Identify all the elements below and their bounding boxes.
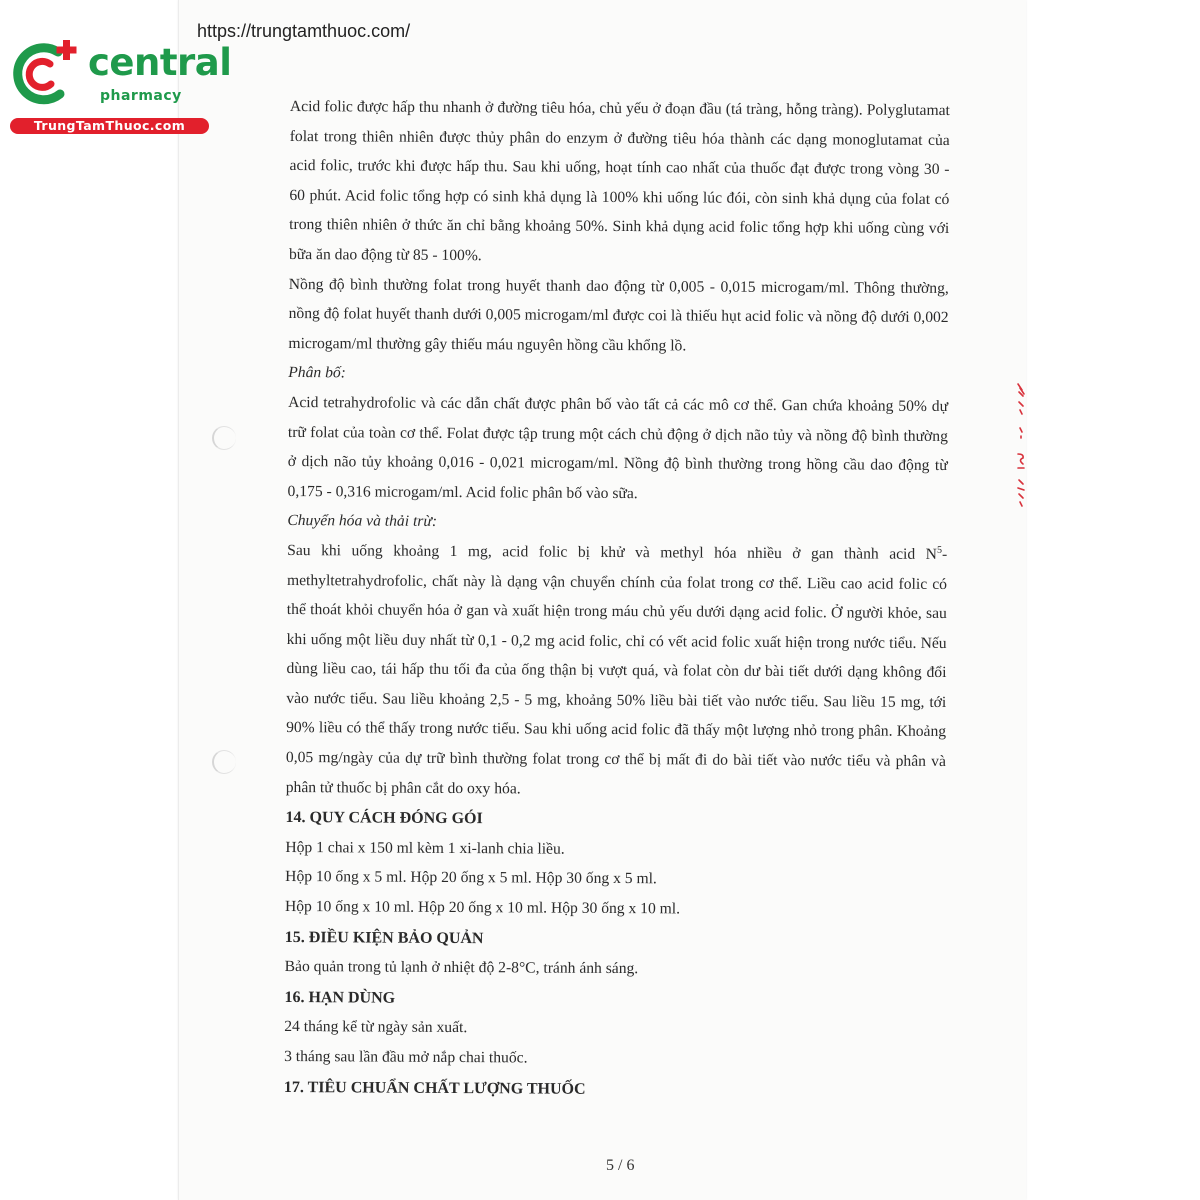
page-number: 5 / 6 xyxy=(606,1157,635,1174)
red-stamp-marks xyxy=(1010,380,1032,520)
superscript-five: 5 xyxy=(936,544,943,556)
heading-storage: 15. ĐIỀU KIỆN BẢO QUẢN xyxy=(284,928,484,947)
logo-wordmark: central xyxy=(88,41,232,84)
paragraph-distribution: Acid tetrahydrofolic và các dẫn chất được phân bố vào tất cả các mô cơ thể. Gan chứa khoảng 50% dự trữ folat của toàn cơ thể. Folat được tập trung một cách chủ động ở dịch não tủy và nồng độ bình thường ở dịch não tủy khoảng 0,016 - 0,021 microgam/ml. Nồng độ bình thường trong hồng cầu dao động từ 0,175 - 0,316 microgam/ml. Acid folic phân bố vào sữa. xyxy=(287,393,949,502)
subheading-distribution: Phân bố: xyxy=(288,364,346,382)
shelf-life-line-2: 3 tháng sau lần đầu mở nắp chai thuốc. xyxy=(284,1047,528,1067)
paragraph-absorption: Acid folic được hấp thu nhanh ở đường tiêu hóa, chủ yếu ở đoạn đầu (tá tràng, hỗng tràng). Polyglutamat folat trong thiên nhiên được thủy phân do enzym ở đường tiêu hóa thành các dạng monoglutamat của acid folic, trước khi được hấp thu. Sau khi uống, hoạt tính cao nhất của thuốc đạt được trong vòng 30 - 60 phút. Acid folic tổng hợp có sinh khả dụng là 100% khi uống lúc đói, còn sinh khả dụng của folat có trong thiên nhiên ở thức ăn chỉ bằng khoảng 50%. Sinh khả dụng acid folic tổng hợp khi uống cùng với bữa ăn dao động từ 85 - 100%. xyxy=(288,97,950,265)
heading-quality-standard: 17. TIÊU CHUẨN CHẤT LƯỢNG THUỐC xyxy=(283,1078,586,1098)
paragraph-metabolism xyxy=(286,536,948,806)
heading-packaging: 14. QUY CÁCH ĐÓNG GÓI xyxy=(285,809,483,828)
binder-hole xyxy=(212,750,236,774)
paragraph-serum-concentration: Nồng độ bình thường folat trong huyết thanh dao động từ 0,005 - 0,015 microgam/ml. Thông thường, nồng độ folat huyết thanh dưới 0,005 microgam/ml được coi là thiếu hụt acid folic và nồng độ dưới 0,002 microgam/ml thường gây thiếu máu nguyên hồng cầu khổng lồ. xyxy=(288,275,949,355)
storage-text: Bảo quản trong tủ lạnh ở nhiệt độ 2-8°C, tránh ánh sáng. xyxy=(284,958,639,978)
metabolism-text-start: Sau khi uống khoảng 1 mg, acid folic bị khử và methyl hóa nhiều ở gan thành acid N xyxy=(287,541,938,563)
packaging-line-1: Hộp 1 chai x 150 ml kèm 1 xi-lanh chia liều. xyxy=(285,838,565,858)
packaging-line-3: Hộp 10 ống x 10 ml. Hộp 20 ống x 10 ml. Hộp 30 ống x 10 ml. xyxy=(284,898,681,918)
shelf-life-line-1: 24 tháng kể từ ngày sản xuất. xyxy=(284,1018,468,1037)
pharmacy-cross-icon xyxy=(10,38,82,110)
source-url[interactable]: https://trungtamthuoc.com/ xyxy=(197,21,411,41)
subheading-metabolism: Chuyển hóa và thải trừ: xyxy=(287,512,438,531)
page-left-edge xyxy=(178,0,179,1200)
logo-subtitle: pharmacy xyxy=(100,88,182,104)
document-body xyxy=(284,92,950,1106)
logo-banner: TrungTamThuoc.com xyxy=(10,118,209,134)
packaging-line-2: Hộp 10 ống x 5 ml. Hộp 20 ống x 5 ml. Hộp 30 ống x 5 ml. xyxy=(285,868,657,888)
binder-hole xyxy=(212,426,236,450)
metabolism-text-rest: -methyltetrahydrofolic, chất này là dạng vận chuyển chính của folat trong cơ thể. Liều cao acid folic có thể thoát khỏi chuyển hóa ở gan và xuất hiện trong máu chủ yếu dưới dạng acid folic. Ở người khỏe, sau khi uống một liều duy nhất từ 0,1 - 0,2 mg acid folic, chỉ có vết acid folic xuất hiện trong nước tiểu. Nếu dùng liều cao, tái hấp thu tối đa của ống thận bị vượt quá, và folat còn dư bài tiết dưới dạng không đổi vào nước tiểu. Sau liều khoảng 2,5 - 5 mg, khoảng 50% liều bài tiết vào nước tiểu. Sau liều 15 mg, tới 90% liều có thể thấy trong nước tiểu. Sau khi uống acid folic đã thấy một lượng nhỏ trong phân. Khoảng 0,05 mg/ngày của dự trữ bình thường folat trong cơ thể bị mất đi do bài tiết vào nước tiểu và phân và phân tử thuốc bị phân cắt do oxy hóa. xyxy=(285,545,948,798)
central-pharmacy-logo[interactable] xyxy=(10,38,232,138)
heading-shelf-life: 16. HẠN DÙNG xyxy=(284,988,396,1007)
